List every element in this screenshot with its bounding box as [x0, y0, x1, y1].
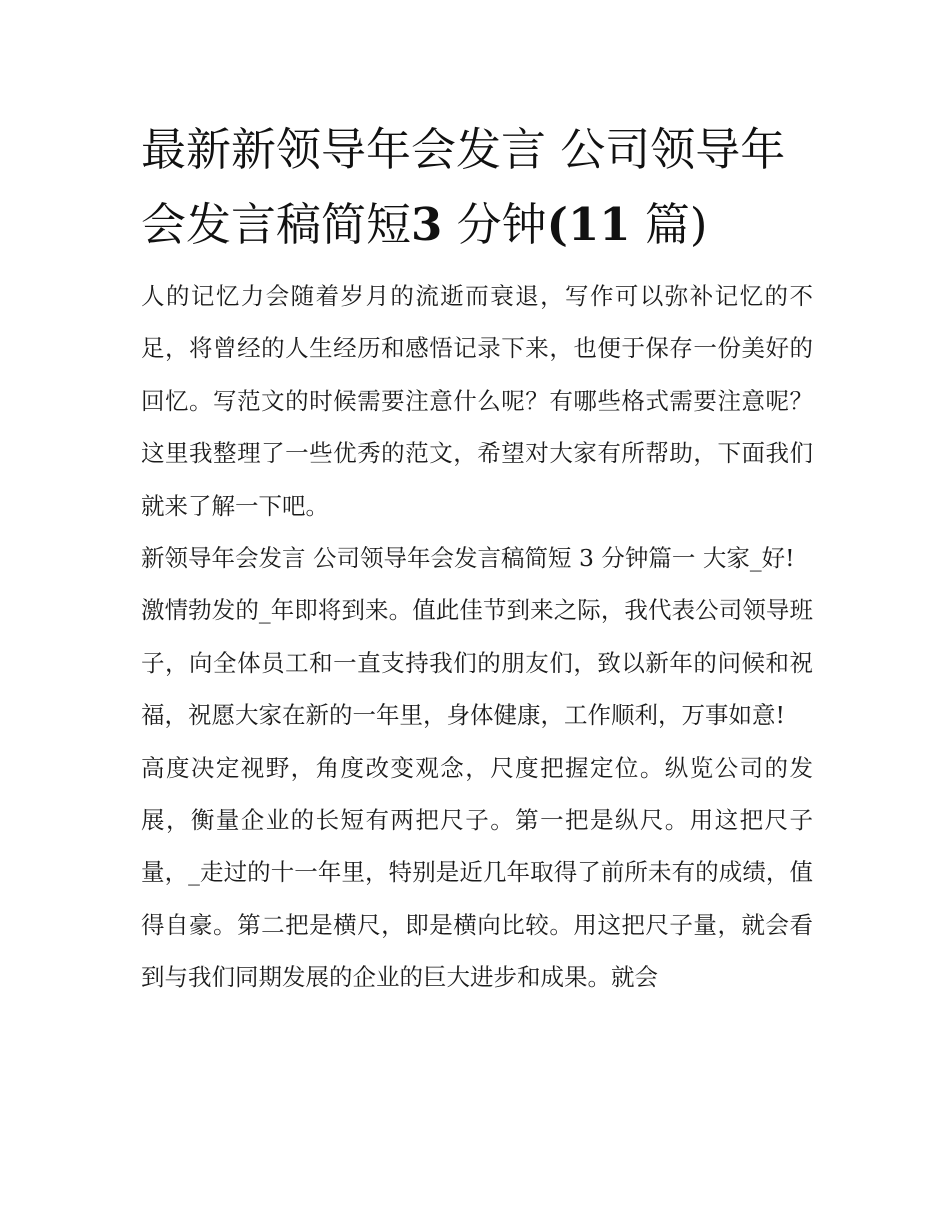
greeting-paragraph: 激情勃发的_年即将到来。值此佳节到来之际，我代表公司领导班子，向全体员工和一直支持我们的朋友们，致以新年的问候和祝福，祝愿大家在新的一年里，身体健康，工作顺利，万事如意! — [141, 596, 813, 730]
document-title — [141, 112, 813, 262]
section-heading-paragraph: 新领导年会发言 公司领导年会发言稿简短 3 分钟篇一 大家_好! — [141, 544, 795, 573]
document-page — [141, 112, 813, 1004]
title-number-minutes: 3 — [411, 198, 443, 251]
document-body — [141, 270, 813, 1004]
title-text-part2: 分钟 — [456, 198, 547, 251]
title-number-count: (11 — [546, 198, 631, 251]
title-text-part1: 最新新领导年会发言 公司领导年会发言稿简短 — [141, 123, 786, 251]
body-paragraph: 高度决定视野，角度改变观念，尺度把握定位。纵览公司的发展，衡量企业的长短有两把尺子。第一把是纵尺。用这把尺子量，_走过的十一年里，特别是近几年取得了前所未有的成绩，值得自豪。第二把是横尺，即是横向比较。用这把尺子量，就会看到与我们同期发展的企业的巨大进步和成果。就会 — [141, 753, 813, 992]
intro-paragraph: 人的记忆力会随着岁月的流逝而衰退，写作可以弥补记忆的不足，将曾经的人生经历和感悟记录下来，也便于保存一份美好的回忆。写范文的时候需要注意什么呢？有哪些格式需要注意呢？这里我整理了一些优秀的范文，希望对大家有所帮助，下面我们就来了解一下吧。 — [141, 282, 813, 520]
title-text-part3: 篇) — [644, 198, 708, 251]
